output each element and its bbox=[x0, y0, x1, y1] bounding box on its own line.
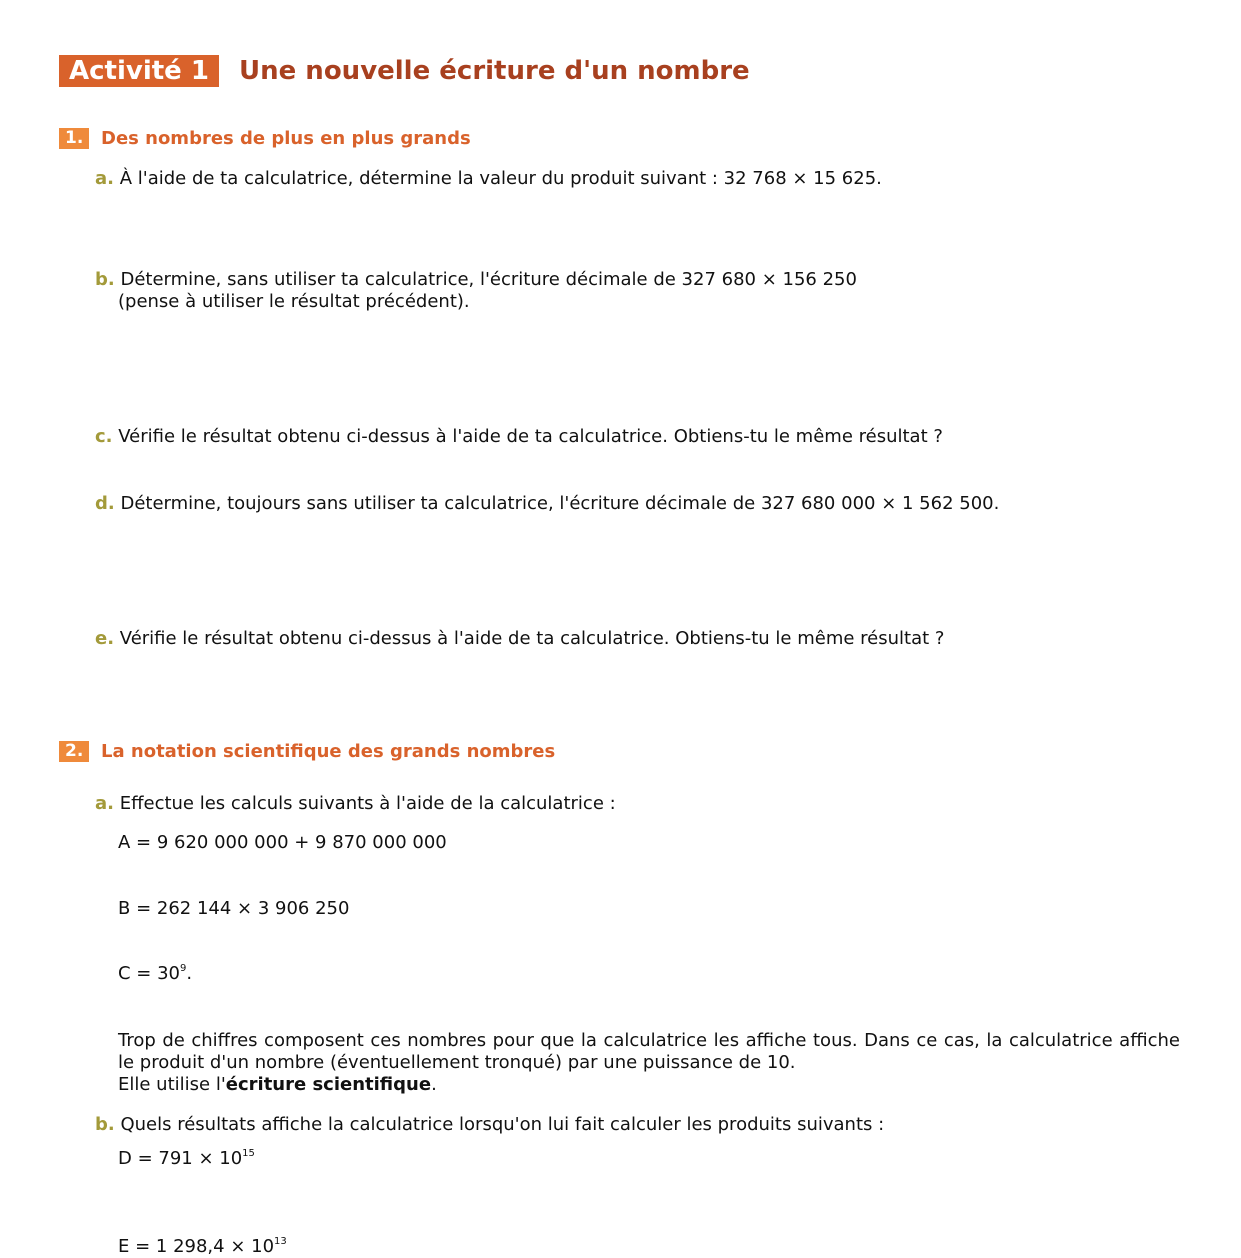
paragraph-bold-term: écriture scientifique bbox=[225, 1074, 432, 1095]
section-1-number: 1. bbox=[59, 128, 89, 149]
question-1c bbox=[95, 426, 943, 448]
explanation-paragraph bbox=[118, 1030, 1180, 1096]
question-1a bbox=[95, 168, 882, 190]
question-text: Vérifie le résultat obtenu ci-dessus à l'aide de ta calculatrice. Obtiens-tu le même résultat ? bbox=[118, 426, 943, 447]
question-1b-continued: (pense à utiliser le résultat précédent). bbox=[118, 291, 470, 312]
section-2-number: 2. bbox=[59, 741, 89, 762]
question-label: a. bbox=[95, 168, 114, 189]
expression-b: B = 262 144 × 3 906 250 bbox=[118, 898, 350, 919]
question-2b bbox=[95, 1114, 884, 1136]
expression-d bbox=[118, 1148, 255, 1170]
activity-badge: Activité 1 bbox=[59, 55, 219, 87]
expression-c-exponent: 9 bbox=[180, 963, 187, 974]
question-1e bbox=[95, 628, 944, 650]
expression-c-base: C = 30 bbox=[118, 963, 180, 984]
expression-e-exponent: 13 bbox=[274, 1236, 287, 1247]
question-text: Effectue les calculs suivants à l'aide de la calculatrice : bbox=[119, 793, 616, 814]
paragraph-line3: Elle utilise l' bbox=[118, 1074, 226, 1095]
question-text: Détermine, sans utiliser ta calculatrice, l'écriture décimale de 327 680 × 156 250 bbox=[120, 269, 857, 290]
question-1d bbox=[95, 493, 999, 515]
question-1b bbox=[95, 269, 857, 291]
expression-c bbox=[118, 963, 192, 985]
question-label: e. bbox=[95, 628, 115, 649]
paragraph-end: . bbox=[431, 1074, 437, 1095]
expression-c-end: . bbox=[186, 963, 193, 984]
question-label: c. bbox=[95, 426, 113, 447]
expression-e bbox=[118, 1236, 287, 1258]
question-2a bbox=[95, 793, 616, 815]
paragraph-text: Trop de chiffres composent ces nombres pour que la calculatrice les affiche tous. Dans ce cas, la calculatrice affiche le produit d'un nombre (éventuellement tronqué) par une puissance de 10. bbox=[118, 1030, 1180, 1073]
question-label: b. bbox=[95, 1114, 115, 1135]
page-title: Une nouvelle écriture d'un nombre bbox=[239, 56, 750, 86]
question-text: À l'aide de ta calculatrice, détermine la valeur du produit suivant : 32 768 × 15 625. bbox=[119, 168, 882, 189]
question-text: Détermine, toujours sans utiliser ta calculatrice, l'écriture décimale de 327 680 000 × 1 562 500. bbox=[120, 493, 1000, 514]
question-label: a. bbox=[95, 793, 114, 814]
section-2-title: La notation scientifique des grands nombres bbox=[101, 741, 556, 762]
question-label: b. bbox=[95, 269, 115, 290]
expression-d-exponent: 15 bbox=[242, 1148, 255, 1159]
expression-a: A = 9 620 000 000 + 9 870 000 000 bbox=[118, 832, 447, 853]
expression-d-base: D = 791 × 10 bbox=[118, 1148, 243, 1169]
question-text: Vérifie le résultat obtenu ci-dessus à l'aide de ta calculatrice. Obtiens-tu le même résultat ? bbox=[119, 628, 945, 649]
question-text: Quels résultats affiche la calculatrice lorsqu'on lui fait calculer les produits suivants : bbox=[120, 1114, 885, 1135]
question-label: d. bbox=[95, 493, 115, 514]
section-1-title: Des nombres de plus en plus grands bbox=[101, 128, 471, 149]
expression-e-base: E = 1 298,4 × 10 bbox=[118, 1236, 275, 1257]
